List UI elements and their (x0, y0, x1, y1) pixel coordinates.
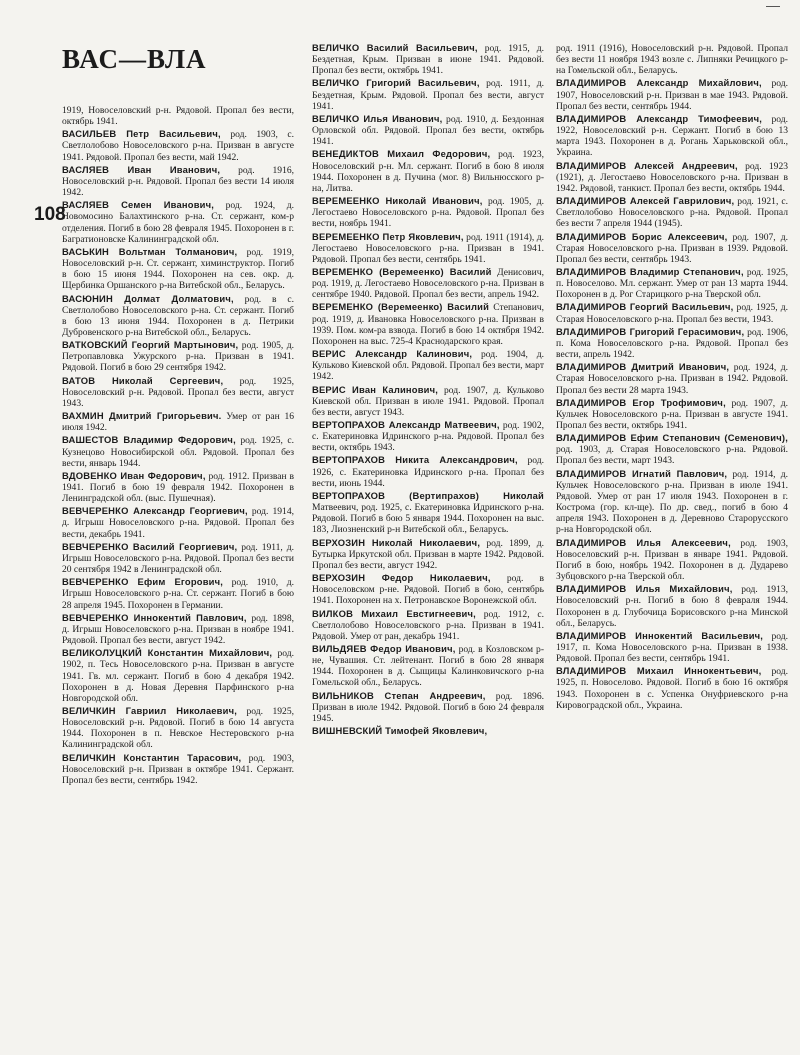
entry-text: род. 1903, Новоселовский р-н. Призван в январе 1941. Рядовой. Погиб в бою, ноябрь 1942. Похоронен в д. Дударево Зубцовского р-на Тверской обл. (556, 537, 788, 583)
list-item (62, 705, 294, 751)
entry-name: ВАСЬКИН Вольтман Толманович, (62, 245, 238, 257)
entry-text: Денисович, род. 1919, д. Легостаево Новоселовского р-на. Призван в сентябре 1940. Рядовой. Пропал без вести, апрель 1942. (312, 266, 544, 301)
entry-name: ВЕЛИЧКИН Константин Тарасович, (62, 751, 242, 763)
entry-text: род. 1902, с. Екатериновка Идринского р-на. Рядовой. Пропал без вести, октябрь 1943. (312, 420, 544, 454)
list-item (312, 113, 544, 147)
column-3 (556, 42, 788, 712)
list-item (62, 293, 294, 339)
entry-name: ВЕЛИЧКО Василий Васильевич, (312, 42, 478, 53)
entry-text: род. 1905, д. Петропавловка Ужурского р-на. Призван в 1941. Рядовой. Погиб в бою 29 сентября 1942. (62, 340, 294, 374)
entry-name: ВИЛЬДЯЕВ Федор Иванович, (312, 642, 456, 654)
entry-text: род. 1907, Новоселовский р-н. Призван в мае 1943. Рядовой. Пропал без вести, сентябрь 1944. (556, 78, 788, 112)
entry-name: ВЕРИС Иван Калинович, (312, 383, 439, 395)
entry-text: род. 1899, д. Бутырка Иркутской обл. Призван в марте 1942. Рядовой. Пропал без вести, август 1942. (312, 537, 544, 571)
entry-name: ВЛАДИМИРОВ Александр Тимофеевич, (556, 112, 763, 124)
list-item (556, 665, 788, 711)
list-item (62, 199, 294, 245)
entry-text: род. 1896. Призван в июле 1942. Рядовой. Погиб в бою 24 февраля 1945. (312, 690, 544, 724)
list-item (312, 148, 544, 194)
list-item (62, 434, 294, 468)
entry-name: ВЕРТОПРАХОВ Александр Матвеевич, (312, 419, 500, 430)
entry-text: род. 1925, Новоселовский р-н. Рядовой. Погиб в бою 14 августа 1944. Похоронен в п. Невское Нестеровского р-на Калининградской обл. (62, 705, 294, 751)
entry-text: род. 1925, Новоселовский р-н. Рядовой. Пропал без вести, август 1943. (62, 375, 294, 409)
entry-name: ВЕВЧЕРЕНКО Иннокентий Павлович, (62, 611, 247, 623)
entry-name: ВЕРЕМЕНКО (Веремеенко) Василий (312, 265, 492, 277)
entry-name: ВЕВЧЕРЕНКО Ефим Егорович, (62, 576, 224, 588)
entry-text: Степанович, род. 1919, д. Ивановка Новоселовского р-на. Призван в 1939. Пом. ком-ра взвода. Погиб в бою 14 октября 1942. Похоронен на выс. 725-4 Краснодарского края. (312, 302, 544, 347)
entry-name: ВЛАДИМИРОВ Григорий Герасимович, (556, 325, 745, 337)
entry-name: ВАТОВ Николай Сергеевич, (62, 374, 224, 386)
list-item (62, 104, 294, 127)
list-item (62, 576, 294, 610)
entry-name: ВИШНЕВСКИЙ Тимофей Яковлевич, (312, 725, 488, 737)
entry-name: ВЛАДИМИРОВ Михаил Иннокентьевич, (556, 665, 762, 677)
entry-name: ВАСЛЯЕВ Иван Иванович, (62, 163, 221, 175)
entry-text: род. 1904, д. Кульково Киевской обл. Рядовой. Пропал без вести, март 1942. (312, 349, 544, 383)
entry-text: род. 1913, Новоселовский р-н. Погиб в бою 8 февраля 1944. Похоронен в д. Глубочица Борисовского р-на Минской обл., Беларусь. (556, 584, 788, 629)
entry-name: ВАСЮНИН Долмат Долматович, (62, 292, 234, 304)
list-item (62, 541, 294, 575)
entry-name: ВЛАДИМИРОВ Илья Алексеевич, (556, 536, 731, 548)
list-item (556, 326, 788, 360)
list-item (312, 643, 544, 689)
entry-name: ВЕРХОЗИН Федор Николаевич, (312, 572, 491, 584)
entry-name: ВИЛЬНИКОВ Степан Андреевич, (312, 689, 486, 701)
entry-text: род. в Козловском р-не, Чувашия. Ст. лейтенант. Погиб в бою 28 января 1944. Похоронен в д. Сыщицы Калинковичского р-на Гомельской обл., Беларусь. (312, 643, 544, 689)
list-item (312, 266, 544, 300)
list-item (556, 537, 788, 583)
entry-text: род. 1925, д. Старая Новоселовского р-на. Пропал без вести, 1943. (556, 302, 788, 325)
entry-text: род. 1907, д. Кульчек Новоселовского р-на. Призван в августе 1941. Пропал без вести, октябрь 1941. (556, 397, 788, 431)
entry-text: род. 1914, д. Игрыш Новоселовского р-на. Рядовой. Пропал без вести, декабрь 1941. (62, 506, 294, 540)
entry-name: ВЛАДИМИРОВ Дмитрий Иванович, (556, 361, 730, 373)
list-item (556, 432, 788, 466)
entry-name: ВЕВЧЕРЕНКО Александр Георгиевич, (62, 505, 248, 517)
list-item (556, 77, 788, 111)
entry-text: род. 1906, п. Кома Новоселовского р-на. Рядовой. Пропал без вести, апрель 1942. (556, 326, 788, 361)
entry-text: род. в с. Светлолобово Новоселовского р-на. Ст. сержант. Погиб в бою 13 июня 1944. Похоронен в д. Петрики Дубровенского р-на Витебской обл., Беларусь. (62, 293, 295, 338)
list-item (556, 301, 788, 324)
entry-text: род. 1903, Новоселовский р-н. Призван в октябре 1941. Сержант. Пропал без вести, сентябрь 1942. (62, 752, 294, 786)
list-item (556, 231, 788, 265)
entry-text: род. 1910, д. Игрыш Новоселовского р-на. Ст. сержант. Погиб в бою 28 апреля 1945. Похоронен в Германии. (62, 577, 295, 611)
entry-name: ВЛАДИМИРОВ Илья Михайлович, (556, 583, 733, 595)
entry-text: род. 1898, д. Игрыш Новоселовского р-на. Призван в ноябре 1941. Рядовой. Пропал без вести, август 1942. (62, 612, 294, 647)
list-item (556, 266, 788, 300)
entry-name: ВЕЛИКОЛУЦКИЙ Константин Михайлович, (62, 647, 273, 659)
entry-text: род. 1917, п. Кома Новоселовского р-на. Призван в 1938. Рядовой. Пропал без вести, сентябрь 1941. (556, 630, 788, 665)
entry-text: род. 1924, д. Старая Новоселовского р-на. Призван в 1942. Рядовой. Пропал без вести 28 марта 1943. (556, 362, 789, 396)
entry-text: род. 1912, с. Светлолобово Новоселовского р-на. Призван в 1941. Рядовой. Умер от ран, декабрь 1941. (312, 608, 545, 642)
scan-mark (766, 6, 780, 9)
entry-name: ВЛАДИМИРОВ Егор Трофимович, (556, 396, 726, 408)
list-item (62, 470, 294, 504)
entry-name: ВЕРТОПРАХОВ (Вертипрахов) Николай (312, 489, 544, 501)
entry-name: ВЛАДИМИРОВ Георгий Васильевич, (556, 301, 734, 313)
entry-name: ВЛАДИМИРОВ Алексей Андреевич, (556, 159, 738, 171)
list-item (62, 647, 294, 704)
entry-text: род. 1905, д. Легостаево Новоселовского р-на. Рядовой. Пропал без вести, ноябрь 1941. (312, 196, 544, 230)
list-item (312, 572, 544, 606)
entry-name: ВЕВЧЕРЕНКО Василий Георгиевич, (62, 540, 238, 552)
entry-name: ВЕЛИЧКО Илья Иванович, (312, 112, 443, 124)
entry-text: род. 1914, д. Кульчек Новоселовского р-на. Призван в июле 1941. Рядовой. Умер от ран 17 июля 1943. Похоронен в г. Кострома (гор. кл-ще). По др. свед., погиб в бою 4 апреля 1943. Похоронен в д. Деревново Старорусского р-на Новгородской обл. (556, 468, 789, 536)
list-item (556, 195, 788, 229)
entry-text: род. 1907, д. Кульково Киевской обл. Призван в июле 1941. Рядовой. Пропал без вести, август 1943. (312, 384, 544, 418)
list-item (312, 348, 544, 382)
list-item (62, 752, 294, 786)
entry-text: Матвеевич, род. 1925, с. Екатериновка Идринского р-на. Рядовой. Погиб в бою 5 января 1944. Похоронен на выс. 183, Лиозненский р-н Витебской обл., Беларусь. (312, 502, 544, 536)
list-item (312, 454, 544, 488)
column-2 (312, 42, 544, 738)
entry-name: ВЕРЕМЕЕНКО Петр Яковлевич, (312, 230, 464, 242)
entry-name: ВАХМИН Дмитрий Григорьевич. (62, 410, 222, 422)
entry-text: род. 1915, д. Бездетная, Крым. Призван в июне 1941. Рядовой. Пропал без вести, октябрь 1941. (312, 43, 544, 77)
list-item (312, 419, 544, 453)
entry-text: род. 1925, с. Кузнецово Новосибирской обл. Рядовой. Пропал без вести, январь 1944. (62, 435, 294, 469)
entry-text: Умер от ран 16 июля 1942. (62, 411, 294, 434)
list-item (556, 160, 788, 194)
list-item (312, 537, 544, 571)
entry-name: ВАШЕСТОВ Владимир Федорович, (62, 434, 236, 446)
entry-name: ВДОВЕНКО Иван Федорович, (62, 469, 206, 481)
entry-text: род. 1921, с. Светлолобово Новоселовского р-на. Рядовой. Пропал без вести 7 апреля 1944 (1945). (556, 196, 788, 230)
list-item (556, 42, 788, 76)
entry-name: ВЕЛИЧКО Григорий Васильевич, (312, 77, 480, 89)
list-item (62, 612, 294, 646)
list-item (312, 490, 544, 536)
entry-text: род. 1912. Призван в 1941. Погиб в бою 19 февраля 1942. Похоронен в Ленинградской обл. (выс. Пушечная). (62, 470, 295, 505)
entry-name: ВЛАДИМИРОВ Игнатий Павлович, (556, 467, 728, 479)
list-item (556, 397, 788, 431)
entry-text: род. 1902, п. Тесь Новоселовского р-на. Призван в августе 1941. Гв. мл. сержант. Погиб в бою 4 декабря 1942. Похоронен в д. Новая Деревня Парфинского р-на Новгородской обл. (62, 648, 295, 704)
entry-text: род. 1919, Новоселовский р-н. Ст. сержант, химинструктор. Погиб в бою 15 июня 1944. Похоронен на сев. окр. д. Щербинка Оршанского р-на Витебской обл., Беларусь. (62, 246, 294, 292)
entry-text: род. 1903, с. Светлолобово Новоселовского р-на. Призван в августе 1941. Рядовой. Пропал без вести, май 1942. (62, 129, 294, 163)
list-item (62, 339, 294, 373)
list-item (312, 231, 544, 265)
list-item (312, 77, 544, 111)
entry-name: ВЛАДИМИРОВ Александр Михайлович, (556, 77, 762, 89)
entry-name: ВАСЛЯЕВ Семен Иванович, (62, 199, 215, 211)
entry-name: ВЛАДИМИРОВ Владимир Степанович, (556, 265, 744, 277)
list-item (312, 384, 544, 418)
page-number: 108 (34, 204, 66, 225)
entry-name: ВЛАДИМИРОВ Алексей Гаврилович, (556, 195, 735, 207)
entry-name: ВЛАДИМИРОВ Иннокентий Васильевич, (556, 629, 764, 641)
entry-name: ВЕРХОЗИН Николай Николаевич, (312, 536, 481, 548)
list-item (62, 410, 294, 433)
entry-text: род. 1925, п. Новоселово. Мл. сержант. Умер от ран 13 марта 1944. Похоронен в д. Рог Старицкого р-на Тверской обл. (556, 266, 788, 301)
list-item (556, 583, 788, 629)
entry-text: 1919, Новоселовский р-н. Рядовой. Пропал без вести, октябрь 1941. (62, 105, 294, 128)
list-item (312, 690, 544, 724)
entry-text: род. 1923, Новоселовский р-н. Мл. сержант. Погиб в бою 8 июля 1944. Похоронен в д. Пучина (мог. 8) Вильнюсского р-на, Литва. (312, 149, 544, 194)
entry-name: ВАСИЛЬЕВ Петр Васильевич, (62, 128, 221, 140)
entry-name: ВЕРИС Александр Калинович, (312, 348, 473, 360)
list-item (556, 361, 788, 395)
entry-name: ВЛАДИМИРОВ Ефим Степанович (Семенович), (556, 432, 788, 444)
list-item (556, 113, 788, 159)
entry-name: ВЕРТОПРАХОВ Никита Александрович, (312, 454, 518, 466)
list-item (62, 375, 294, 409)
entry-text: род. 1924, д. Новомосино Балахтинского р-на. Ст. сержант, ком-р отделения. Погиб в бою 28 февраля 1945. Похоронен в г. Багратионовске Калининградской обл. (62, 200, 294, 245)
list-item (312, 608, 544, 642)
entry-text: род. 1911 (1916), Новоселовский р-н. Рядовой. Пропал без вести 11 ноября 1943 возле с. Липняки Речицкого р-на Гомельской обл., Беларусь. (556, 43, 788, 77)
entry-text: род. 1903, д. Старая Новоселовского р-на. Рядовой. Пропал без вести, март 1943. (556, 444, 788, 467)
list-item (62, 246, 294, 292)
entry-text: род. 1910, д. Бездонная Орловской обл. Рядовой. Пропал без вести, октябрь 1941. (312, 113, 544, 148)
list-item (62, 164, 294, 198)
list-item (62, 128, 294, 162)
entry-name: ВЕРЕМЕЕНКО Николай Иванович, (312, 195, 483, 207)
entry-text: род. в Новоселовском р-не. Рядовой. Погиб в бою, сентябрь 1941. Похоронен на х. Петронавское Воронежской обл. (312, 573, 544, 607)
list-item (312, 195, 544, 229)
entry-text: род. 1916, Новоселовский р-н. Рядовой. Пропал без вести 14 июля 1942. (62, 164, 294, 199)
entry-name: ВЛАДИМИРОВ Борис Алексеевич, (556, 230, 728, 242)
list-item (556, 630, 788, 664)
entry-text: род. 1926, с. Екатериновка Идринского р-на. Пропал без вести, июнь 1944. (312, 455, 544, 489)
entry-text: род. 1922, Новоселовский р-н. Сержант. Погиб в бою 13 марта 1943. Похоронен в д. Рогань Харьковской обл., Украина. (556, 113, 788, 159)
entry-text: род. 1911, д. Бездетная, Крым. Рядовой. Пропал без вести, август 1941. (312, 78, 544, 112)
list-item (312, 725, 544, 737)
list-item (312, 301, 544, 347)
entry-text: род. 1911 (1914), д. Легостаево Новоселовского р-на. Призван в 1941. Рядовой. Пропал без вести, сентябрь 1941. (312, 231, 544, 265)
entry-name: ВИЛКОВ Михаил Евстигнеевич, (312, 607, 476, 619)
entry-name: ВАТКОВСКИЙ Георгий Мартынович, (62, 339, 239, 351)
list-item (556, 468, 788, 536)
entry-name: ВЕЛИЧКИН Гавриил Николаевич, (62, 704, 238, 716)
entry-name: ВЕРЕМЕНКО (Веремеенко) Василий (312, 301, 490, 313)
entry-name: ВЕНЕДИКТОВ Михаил Федорович, (312, 148, 491, 160)
page-header: ВАС—ВЛА (62, 44, 207, 74)
entry-text: род. 1907, д. Старая Новоселовского р-на. Призван в 1939. Рядовой. Пропал без вести, сентябрь 1943. (556, 231, 788, 265)
entry-text: род. 1911, д. Игрыш Новоселовского р-на. Рядовой. Пропал без вести 20 сентября 1942 в Ленинградской обл. (62, 541, 295, 576)
column-1 (62, 104, 294, 787)
entry-text: род. 1925, п. Новоселово. Рядовой. Погиб в бою 16 октября 1943. Похоронен в с. Успенка Онуфриевского р-на Кировоградской обл., Украина. (556, 666, 788, 711)
list-item (62, 505, 294, 539)
list-item (312, 42, 544, 76)
entry-text: род. 1923 (1921), д. Легостаево Новоселовского р-на. Призван в 1942. Рядовой, танкист. Пропал без вести, октябрь 1944. (556, 160, 789, 194)
